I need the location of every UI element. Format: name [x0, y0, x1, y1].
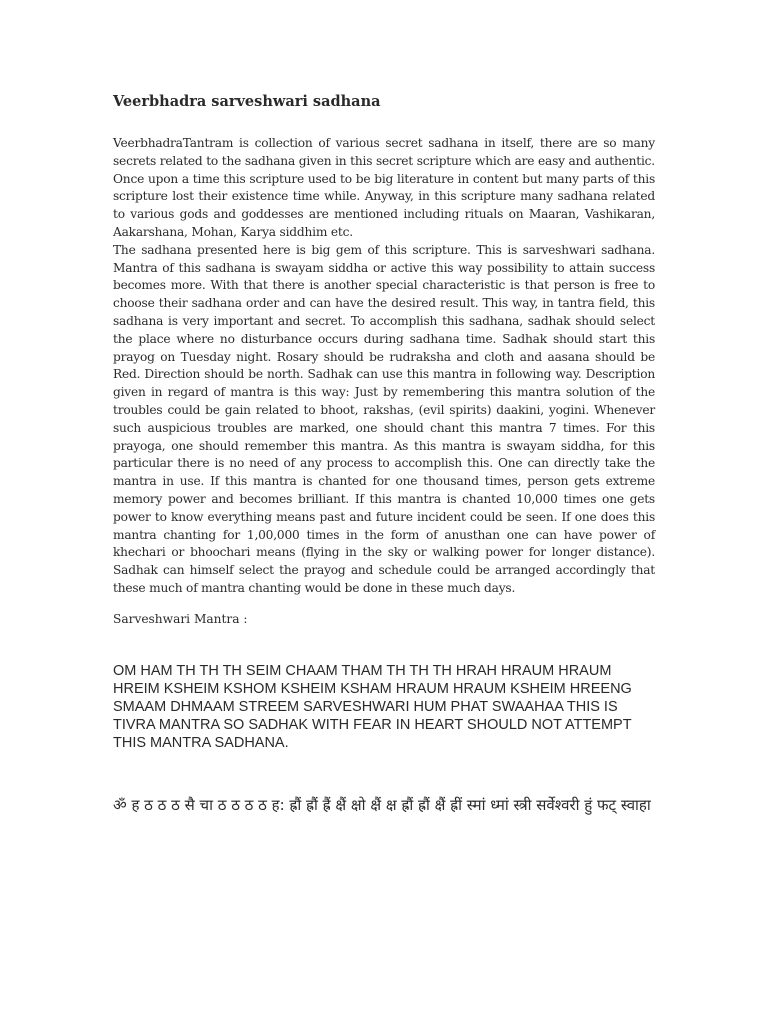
paragraph-intro: VeerbhadraTantram is collection of various secret sadhana in itself, there are so many secrets related to the sadhana given in this secret scripture which are easy and authentic. Once upon a time this scripture used to be big literature in content but many parts of this scripture lost their existence time while. Anyway, in this scripture many sadhana related to various gods and goddesses are mentioned including rituals on Maaran, Vashikaran, Aakarshana, Mohan, Karya siddhim etc. — [113, 136, 655, 239]
mantra-roman-text: OM HAM TH TH TH SEIM CHAAM THAM TH TH TH HRAH HRAUM HRAUM HREIM KSHEIM KSHOM KSHEIM KSHAM HRAUM HRAUM KSHEIM HREENG SMAAM DHMAAM STREEM SARVESHWARI HUM PHAT SWAAHAA THIS IS TIVRA MANTRA SO SADHAK WITH FEAR IN HEART SHOULD NOT ATTEMPT THIS MANTRA SADHANA. — [113, 663, 632, 751]
document-title: Veerbhadra sarveshwari sadhana — [113, 93, 381, 110]
mantra-label: Sarveshwari Mantra : — [113, 612, 248, 626]
paragraph-main: The sadhana presented here is big gem of this scripture. This is sarveshwari sadhana. Mantra of this sadhana is swayam siddha or active this way possibility to attain success becomes more. With that there is another special characteristic is that person is free to choose their sadhana order and can have the desired result. This way, in tantra field, this sadhana is very important and secret. To accomplish this sadhana, sadhak should select the place where no disturbance occurs during sadhana time. Sadhak should start this prayog on Tuesday night. Rosary should be rudraksha and cloth and aasana should be Red. Direction should be north. Sadhak can use this mantra in following way. Description given in regard of mantra is this way: Just by remembering this mantra solution of the troubles could be gain related to bhoot, rakshas, (evil spirits) daakini, yogini. Whenever such auspicious troubles are marked, one should chant this mantra 7 times. For this prayoga, one should remember this mantra. As this mantra is swayam siddha, for this particular there is no need of any process to accomplish this. One can directly take the mantra in use. If this mantra is chanted for one thousand times, person gets extreme memory power and becomes brilliant. If this mantra is chanted 10,000 times one gets power to know everything means past and future incident could be seen. If one does this mantra chanting for 1,00,000 times in the form of anusthan one can have power of khechari or bhoochari means (flying in the sky or walking power for longer distance). Sadhak can himself select the prayog and schedule could be arranged accordingly that these much of mantra chanting would be done in these much days. — [113, 242, 655, 595]
document-body — [113, 135, 655, 598]
mantra-devanagari-text: ॐ ह ठ ठ ठ सै चा ठ ठ ठ ठ ह: ह्रौं ह्रौं ह्रैं क्षैं क्षो क्षैं क्ष ह्रौं ह्रौं क्षैं ह्रीं स्मां ध्मां स्त्री सर्वेश्वरी हुं फट् स्वाहा — [113, 796, 651, 814]
